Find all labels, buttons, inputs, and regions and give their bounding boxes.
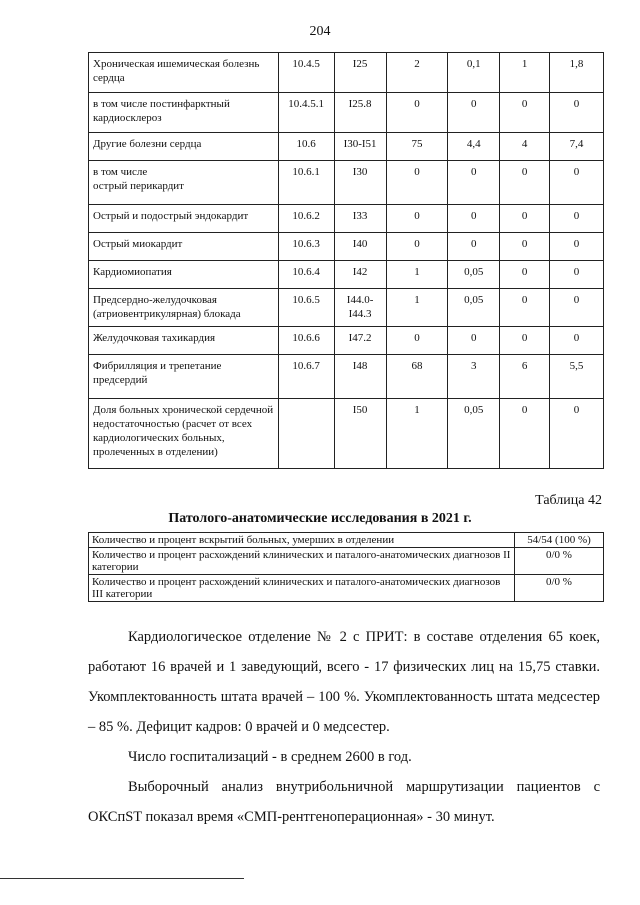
table-cell: 10.6 (278, 133, 334, 161)
table-cell: 10.6.1 (278, 161, 334, 205)
table-cell: 0,05 (448, 261, 500, 289)
table-cell: I25 (334, 53, 386, 93)
table-cell: 3 (448, 355, 500, 399)
row-label: в том числе острый перикардит (89, 161, 279, 205)
table-row (89, 533, 604, 548)
row-label: Острый и подострый эндокардит (89, 205, 279, 233)
table-cell: 0 (550, 233, 604, 261)
table-row (89, 289, 604, 327)
table-cell: I25.8 (334, 93, 386, 133)
row-value: 0/0 % (515, 548, 604, 575)
row-value: 0/0 % (515, 575, 604, 602)
table-cell: I33 (334, 205, 386, 233)
table-cell: 0 (448, 233, 500, 261)
table-cell: 0 (550, 93, 604, 133)
section-title: Патолого-анатомические исследования в 2021 г. (168, 511, 472, 526)
table-cell: I44.0- I44.3 (334, 289, 386, 327)
page-number: 204 (309, 24, 331, 39)
table-cell: I40 (334, 233, 386, 261)
table-cell: 0 (386, 205, 448, 233)
table-row (89, 53, 604, 93)
table-cell: 10.6.7 (278, 355, 334, 399)
table-cell: 0 (500, 93, 550, 133)
table-cell: 10.4.5 (278, 53, 334, 93)
paragraph: Выборочный анализ внутрибольничной маршрутизации пациентов с ОКСпST показал время «СМП-рентгеноперационная» - 30 минут. (88, 779, 600, 825)
row-value: 54/54 (100 %) (515, 533, 604, 548)
table-cell: 0 (386, 327, 448, 355)
table-row (89, 355, 604, 399)
table-number-label: Таблица 42 (535, 493, 602, 508)
table-cell: I42 (334, 261, 386, 289)
row-label: в том числе постинфарктный кардиосклероз (89, 93, 279, 133)
table-row (89, 133, 604, 161)
table-cell: I47.2 (334, 327, 386, 355)
row-label: Количество и процент расхождений клинических и паталого-анатомических диагнозов II категории (89, 548, 515, 575)
table-cell: 10.6.5 (278, 289, 334, 327)
row-label: Доля больных хронической сердечной недостаточностью (расчет от всех кардиологических больных, пролеченных в отделении) (89, 399, 279, 469)
table-cell: 0 (550, 399, 604, 469)
table-cell: 0 (550, 161, 604, 205)
row-label: Кардиомиопатия (89, 261, 279, 289)
table-cell: 0 (448, 161, 500, 205)
diagnosis-table (88, 52, 604, 469)
table-cell: 1 (386, 399, 448, 469)
row-label: Другие болезни сердца (89, 133, 279, 161)
paragraph: Число госпитализаций - в среднем 2600 в год. (128, 749, 412, 765)
table-cell: 0 (500, 261, 550, 289)
row-label: Желудочковая тахикардия (89, 327, 279, 355)
table-cell: 7,4 (550, 133, 604, 161)
row-label: Предсердно-желудочковая (атриовентрикулярная) блокада (89, 289, 279, 327)
table-cell: 1 (500, 53, 550, 93)
row-label: Острый миокардит (89, 233, 279, 261)
table-cell: 0 (500, 205, 550, 233)
table-cell: 68 (386, 355, 448, 399)
table-cell: 0 (386, 93, 448, 133)
row-label: Хроническая ишемическая болезнь сердца (89, 53, 279, 93)
table-cell: 10.6.6 (278, 327, 334, 355)
table-cell (278, 399, 334, 469)
table-row (89, 205, 604, 233)
table-cell: 0,05 (448, 399, 500, 469)
table-cell: 0 (386, 233, 448, 261)
table-row (89, 399, 604, 469)
row-label: Количество и процент вскрытий больных, умерших в отделении (89, 533, 515, 548)
table-cell: 0 (500, 289, 550, 327)
table-cell: 0,05 (448, 289, 500, 327)
table-cell: 0 (550, 327, 604, 355)
table-cell: 0 (386, 161, 448, 205)
table-cell: 0 (500, 233, 550, 261)
table-cell: I50 (334, 399, 386, 469)
table-cell: I30 (334, 161, 386, 205)
table-cell: I30-I51 (334, 133, 386, 161)
table-cell: 0 (550, 289, 604, 327)
table-cell: 10.6.3 (278, 233, 334, 261)
table-cell: 1,8 (550, 53, 604, 93)
table-cell: I48 (334, 355, 386, 399)
table-cell: 0 (500, 327, 550, 355)
body-text (88, 622, 600, 832)
pathology-table (88, 532, 604, 602)
table-cell: 0 (550, 261, 604, 289)
table-row (89, 161, 604, 205)
paragraph: Кардиологическое отделение № 2 с ПРИТ: в составе отделения 65 коек, работают 16 врачей и 1 заведующий, всего - 17 физических лиц на 15,75 ставки. Укомплектованность штата врачей – 100 %. Укомплектованность штата медсестер – 85 %. Дефицит кадров: 0 врачей и 0 медсестер. (88, 629, 600, 735)
table-row (89, 261, 604, 289)
table-cell: 0 (550, 205, 604, 233)
table-row (89, 233, 604, 261)
table-cell: 10.4.5.1 (278, 93, 334, 133)
table-cell: 4,4 (448, 133, 500, 161)
table-cell: 0 (448, 205, 500, 233)
table-row (89, 548, 604, 575)
table-cell: 6 (500, 355, 550, 399)
table-cell: 1 (386, 289, 448, 327)
footnote-divider (0, 878, 244, 879)
table-row (89, 93, 604, 133)
table-row (89, 327, 604, 355)
table-cell: 0 (500, 399, 550, 469)
table-cell: 10.6.4 (278, 261, 334, 289)
table-cell: 0 (500, 161, 550, 205)
table-row (89, 575, 604, 602)
table-cell: 2 (386, 53, 448, 93)
table-cell: 75 (386, 133, 448, 161)
row-label: Фибрилляция и трепетание предсердий (89, 355, 279, 399)
table-cell: 0 (448, 93, 500, 133)
table-cell: 5,5 (550, 355, 604, 399)
table-cell: 10.6.2 (278, 205, 334, 233)
table-cell: 4 (500, 133, 550, 161)
row-label: Количество и процент расхождений клинических и паталого-анатомических диагнозов III категории (89, 575, 515, 602)
table-cell: 0,1 (448, 53, 500, 93)
table-cell: 1 (386, 261, 448, 289)
table-cell: 0 (448, 327, 500, 355)
